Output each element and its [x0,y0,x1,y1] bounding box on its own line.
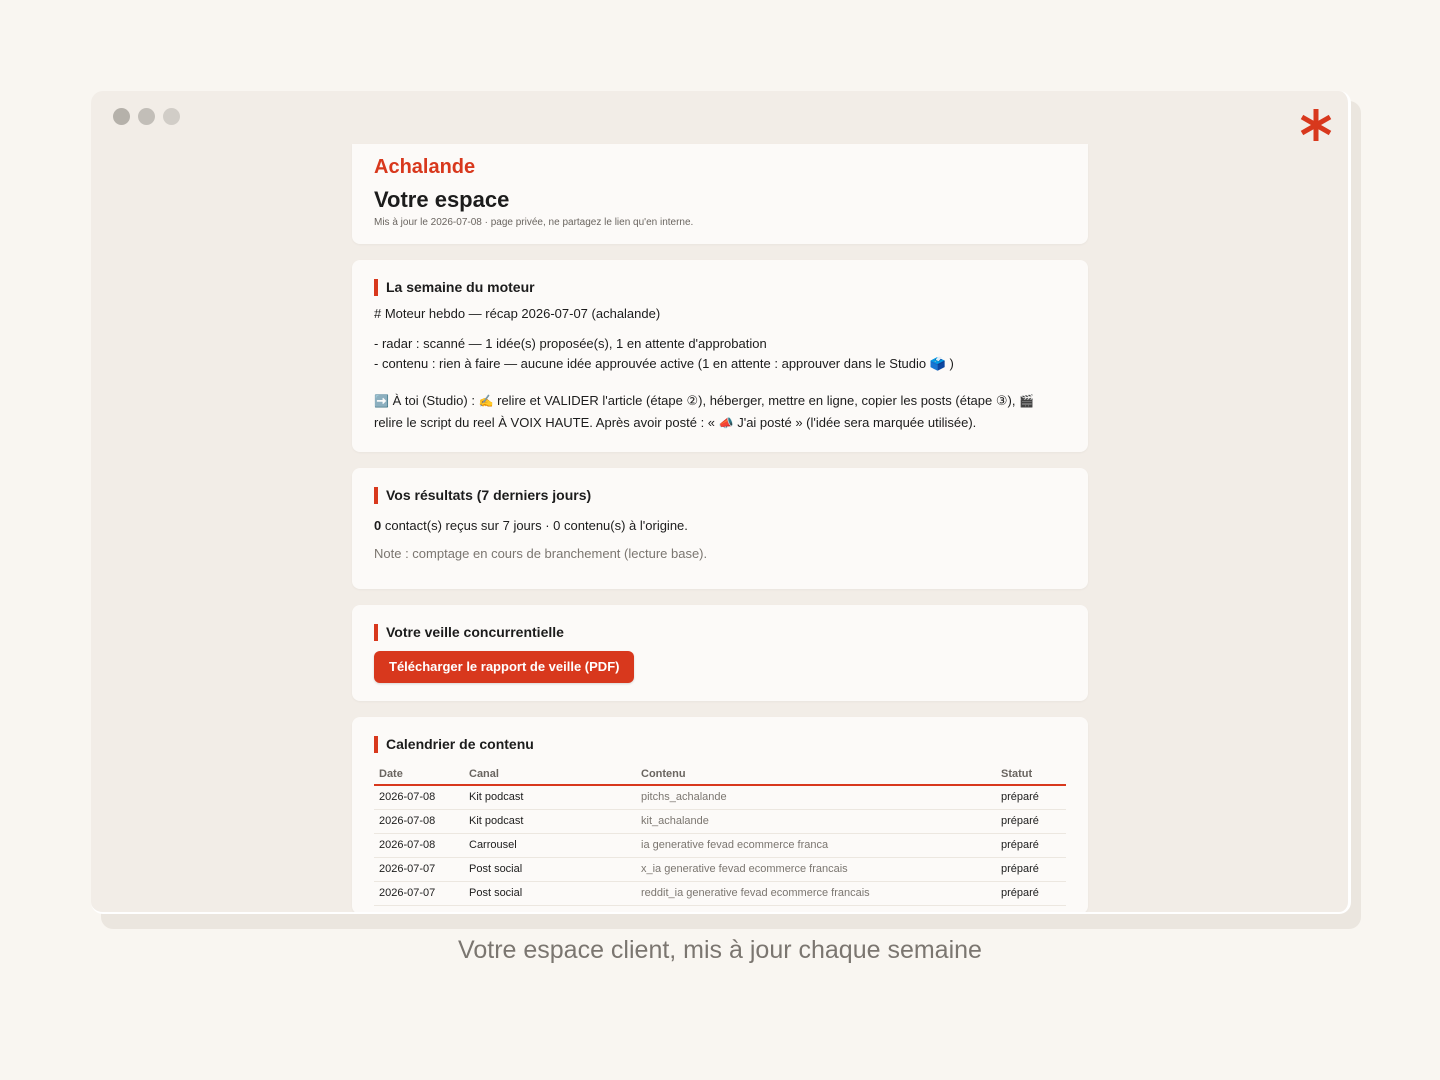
week-todo-part-b: relire et VALIDER l'article (étape ②), héberger, mettre en ligne, copier les posts (étape ③), [493,393,1020,408]
cell-date: 2026-07-08 [374,834,464,858]
cell-status: préparé [996,858,1066,882]
table-row[interactable] [374,858,1066,882]
cell-status: préparé [996,882,1066,906]
results-count: 0 [374,518,382,533]
cell-date: 2026-07-07 [374,882,464,906]
brand-name: Achalande [374,156,476,178]
week-line-radar: - radar : scanné — 1 idée(s) proposée(s), 1 en attente d'approbation [374,336,767,351]
window-dot-minimize[interactable] [138,108,155,125]
column-header-status[interactable]: Statut [996,768,1066,785]
window-dot-close[interactable] [113,108,130,125]
calendar-table [374,768,1066,906]
header-card [352,144,1088,244]
column-header-channel[interactable]: Canal [464,768,636,785]
cell-date: 2026-07-08 [374,810,464,834]
table-row[interactable] [374,785,1066,810]
results-line-rest: contact(s) reçus sur 7 jours · 0 contenu(s) à l'origine. [381,518,688,533]
watch-card [352,605,1088,701]
table-row[interactable] [374,810,1066,834]
clapper-icon: 🎬 [1019,394,1035,408]
cell-content: x_ia generative fevad ecommerce francais [636,858,996,882]
cell-content: kit_achalande [636,810,996,834]
cell-date: 2026-07-08 [374,785,464,810]
download-report-button[interactable]: Télécharger le rapport de veille (PDF) [374,651,634,683]
window-controls [113,108,180,125]
megaphone-icon: 📣 [718,416,734,430]
page-title: Votre espace [374,187,510,212]
calendar-header-row [374,768,1066,785]
week-todo [374,390,1066,434]
results-card [352,468,1088,589]
week-line-content: - contenu : rien à faire — aucune idée approuvée active (1 en attente : approuver dans le Studio 🗳️ ) [374,356,954,371]
results-line [374,516,1066,536]
calendar-title: Calendrier de contenu [374,736,1066,753]
column-header-date[interactable]: Date [374,768,464,785]
cell-content: reddit_ia generative fevad ecommerce francais [636,882,996,906]
page-subtitle: Mis à jour le 2026-07-08 · page privée, ne partagez le lien qu'en interne. [374,217,694,228]
watch-title: Votre veille concurrentielle [374,624,1066,641]
cell-content: pitchs_achalande [636,785,996,810]
table-row[interactable] [374,882,1066,906]
cell-content: ia generative fevad ecommerce franca [636,834,996,858]
cell-channel: Post social [464,858,636,882]
screenshot-caption: Votre espace client, mis à jour chaque semaine [458,936,982,964]
cell-channel: Post social [464,882,636,906]
browser-window [91,91,1351,914]
cell-channel: Kit podcast [464,785,636,810]
week-todo-part-c: relire le script du reel À VOIX HAUTE. Après avoir posté : « [374,415,719,430]
results-title: Vos résultats (7 derniers jours) [374,487,1066,504]
cell-status: préparé [996,810,1066,834]
cell-date: 2026-07-07 [374,858,464,882]
column-header-content[interactable]: Contenu [636,768,996,785]
cell-status: préparé [996,834,1066,858]
week-todo-part-d: J'ai posté » (l'idée sera marquée utilisée). [733,415,977,430]
writing-hand-icon: ✍️ [478,394,494,408]
cell-channel: Kit podcast [464,810,636,834]
week-title: La semaine du moteur [374,279,1066,296]
cell-status: préparé [996,785,1066,810]
week-heading-line: # Moteur hebdo — récap 2026-07-07 (achalande) [374,306,661,321]
arrow-right-icon: ➡️ [374,394,389,408]
week-card [352,260,1088,452]
results-note: Note : comptage en cours de branchement (lecture base). [374,546,708,561]
window-dot-maximize[interactable] [163,108,180,125]
cell-channel: Carrousel [464,834,636,858]
calendar-card [352,717,1088,914]
asterisk-logo-icon [1296,91,1336,143]
table-row[interactable] [374,834,1066,858]
week-todo-part-a: À toi (Studio) : [388,393,479,408]
main-content [352,144,1088,914]
